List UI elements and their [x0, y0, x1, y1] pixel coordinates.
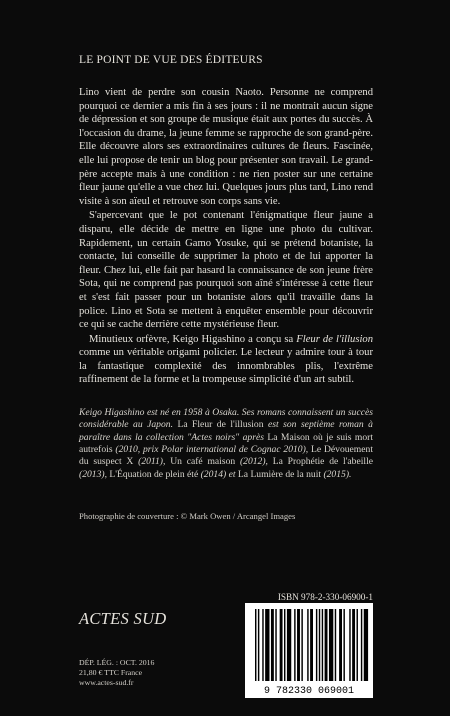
- barcode-bar: [275, 609, 276, 681]
- isbn-row: [79, 592, 373, 602]
- barcode-bar: [361, 609, 362, 681]
- barcode-bar: [357, 609, 358, 681]
- isbn-number: ISBN 978-2-330-06900-1: [277, 592, 373, 602]
- synopsis-paragraph-2: S'apercevant que le pot contenant l'énigmatique fleur jaune a disparu, elle décide de mettre en ligne une photo du cultivar. Rapidement, un certain Gamo Yosuke, qui se prétend botaniste, la contacte, lui conseille de supprimer la photo et de lui apporter la fleur. Chez lui, elle fait par hasard la connaissance de son jeune frère Sota, qui ne comprend pas pourquoi son aîné s'intéresse à cette fleur et s'est fait passer pour un botaniste alors qu'il travaille dans la police. Lino et Sota se mettent à enquêter ensemble pour découvrir ce qui se cache derrière cette mystérieuse fleur.: [79, 210, 373, 331]
- barcode-bar: [280, 609, 283, 681]
- bio-segment: est son septième roman à paraître dans la collection "Actes noirs" après: [79, 419, 373, 443]
- barcode-graphic: [245, 603, 373, 698]
- barcode-bar: [271, 609, 274, 681]
- para3-text-before: Minutieux orfèvre, Keigo Higashino a conçu sa: [89, 333, 297, 345]
- barcode-bar: [339, 609, 342, 681]
- para3-book-title: Fleur de l'illusion: [296, 333, 373, 345]
- barcode-bar: [258, 609, 259, 681]
- barcode-digits: 9 782330 069001: [263, 686, 355, 697]
- barcode-bar: [310, 609, 313, 681]
- bio-segment: (2010, prix Polar international de Cognac 2010),: [112, 443, 312, 455]
- barcode-bar: [343, 609, 344, 681]
- author-bio: [79, 407, 373, 481]
- barcode-bar: [265, 609, 269, 681]
- barcode-bar: [262, 609, 263, 681]
- bio-segment: Keigo Higashino est né en 1958 à Osaka. Ses romans connaissent un succès considérable au Japon.: [79, 407, 373, 431]
- barcode-bar: [297, 609, 300, 681]
- bio-segment: (2015).: [321, 468, 352, 480]
- bio-segment: (2012),: [235, 456, 273, 468]
- barcode-bar: [349, 609, 350, 681]
- barcode-bar: [307, 609, 308, 681]
- bio-title: La Prophétie de l'abeille: [272, 456, 373, 468]
- photo-credit: Photographie de couverture : © Mark Owen / Arcangel Images: [79, 510, 296, 521]
- bio-title: La Maison où je suis mort autrefois: [79, 431, 373, 455]
- price: 21,80 € TTC France: [79, 668, 143, 677]
- barcode-bar: [352, 609, 355, 681]
- bio-segment: (2011),: [133, 456, 171, 468]
- barcode-bar: [319, 609, 320, 681]
- website: www.actes-sud.fr: [79, 678, 134, 687]
- barcode-bar: [335, 609, 336, 681]
- depot-legal: DÉP. LÉG. : OCT. 2016: [79, 658, 155, 667]
- barcode-bar: [322, 609, 323, 681]
- synopsis-paragraph-1: Lino vient de perdre son cousin Naoto. Personne ne comprend pourquoi ce dernier a mis fin à ses jours : il ne montrait aucun signe de dépression et son groupe de musique était aux portes du succès. À l'occasion du drame, la jeune femme se rapproche de son grand-père. Elle découvre alors ses extraordinaires cultures de fleurs. Fascinée, elle lui propose de tenir un blog pour présenter son travail. Le grand-père accepte mais à une condition : ne rien poster sur une certaine fleur jaune qu'elle a vue chez lui. Quelques jours plus tard, Lino rend visite à son aïeul et retrouve son corps sans vie.: [79, 87, 373, 207]
- back-cover-text: [79, 48, 373, 521]
- barcode-bar: [284, 609, 285, 681]
- bio-title: L'Équation de plein été: [109, 468, 199, 480]
- barcode-bar: [255, 609, 256, 681]
- barcode: [245, 603, 373, 698]
- publisher-logo: ACTES SUD: [79, 609, 167, 628]
- barcode-bar: [294, 609, 295, 681]
- barcode-bar: [287, 609, 291, 681]
- section-heading: LE POINT DE VUE DES ÉDITEURS: [79, 54, 263, 66]
- barcode-bar: [301, 609, 302, 681]
- legal-info: [79, 658, 154, 688]
- barcode-bar: [329, 609, 333, 681]
- bio-title: La Lumière de la nuit: [237, 468, 322, 480]
- barcode-bar: [325, 609, 328, 681]
- bio-title: Le Dévouement du suspect X: [79, 443, 373, 468]
- bio-segment: (2013),: [79, 468, 110, 480]
- barcode-bar: [364, 609, 368, 681]
- para3-text-after: comme un véritable origami policier. Le lecteur y admire tour à tour la fantastique complexité des innombrables plis, l'extrême raffinement de la forme et la trompeuse simplicité d'un art subtil.: [79, 347, 373, 386]
- barcode-bar: [316, 609, 317, 681]
- synopsis-paragraph-3: [79, 333, 373, 387]
- bio-segment: (2014) et: [198, 468, 238, 480]
- bio-title: La Fleur de l'illusion: [177, 419, 264, 431]
- bio-title: Un café maison: [170, 456, 236, 468]
